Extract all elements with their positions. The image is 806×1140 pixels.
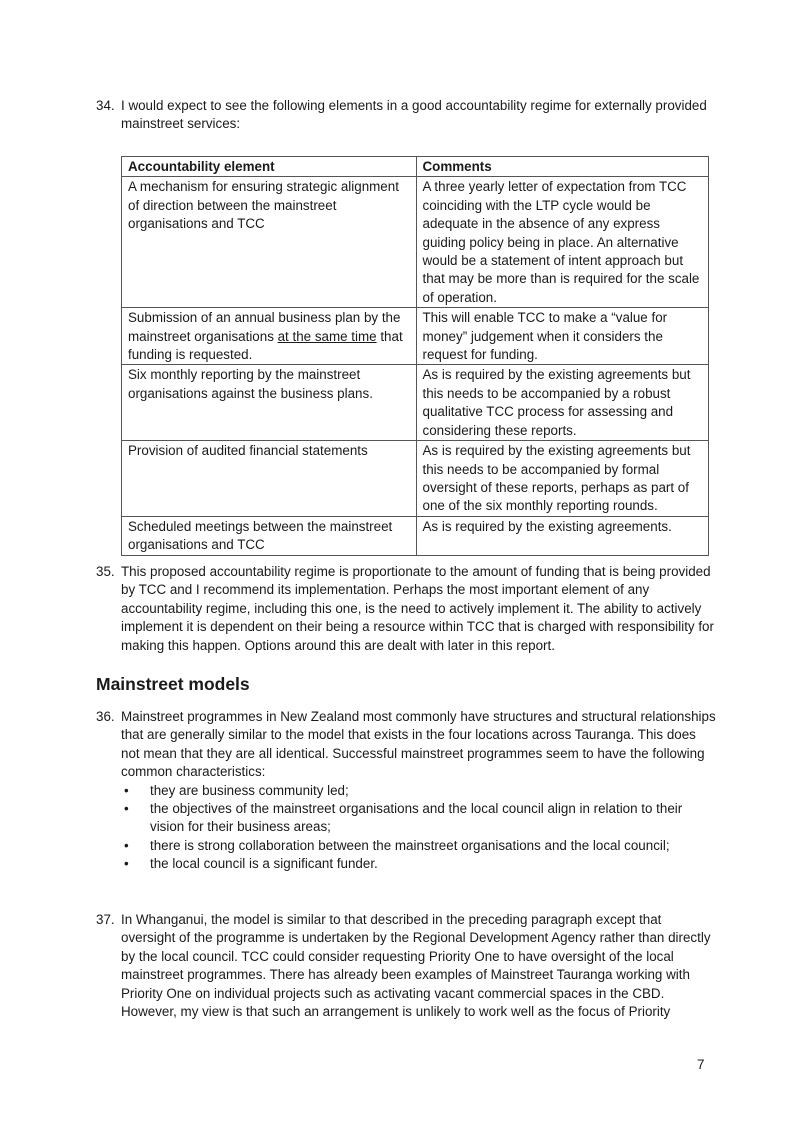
bullet-icon: •: [124, 801, 129, 817]
list-item-text: the local council is a significant funder.: [150, 856, 378, 872]
table-header-row: [122, 157, 709, 177]
paragraph-36: [96, 708, 716, 874]
list-item: [121, 782, 716, 800]
column-header-comments: Comments: [416, 157, 709, 177]
page-number: 7: [697, 1057, 705, 1072]
bullet-icon: •: [124, 837, 129, 853]
table-row: [122, 516, 709, 555]
paragraph-body: [121, 708, 716, 874]
bullet-icon: •: [124, 782, 129, 798]
list-item-text: the objectives of the mainstreet organisations and the local council align in relation to their vision for their business areas;: [150, 801, 683, 835]
table-row: [122, 177, 709, 308]
bullet-icon: •: [124, 856, 129, 872]
paragraph-number: 36.: [96, 709, 115, 724]
table-cell-element: [122, 308, 417, 365]
paragraph-text: Mainstreet programmes in New Zealand most commonly have structures and structural relationships that are generally similar to the model that exists in the four locations across Tauranga. This does not mean that they are all identical. Successful mainstreet programmes seem to have the following common characteristics:: [121, 709, 716, 780]
paragraph-number: 35.: [96, 564, 115, 579]
table-cell-comment: As is required by the existing agreements but this needs to be accompanied by formal oversight of these reports, perhaps as part of one of the six monthly reporting rounds.: [416, 441, 709, 517]
paragraph-text: I would expect to see the following elements in a good accountability regime for externally provided mainstreet services:: [121, 98, 707, 132]
table-row: [122, 308, 709, 365]
element-text: that funding is requested.: [128, 328, 403, 363]
list-item-text: they are business community led;: [150, 782, 349, 798]
list-item: [121, 800, 716, 837]
table-cell-element: Six monthly reporting by the mainstreet organisations against the business plans.: [122, 365, 417, 441]
paragraph-text: In Whanganui, the model is similar to that described in the preceding paragraph except that oversight of the programme is undertaken by the Regional Development Agency rather than directly by the local council. TCC could consider requesting Priority One to have oversight of the local mainstreet programmes. There has already been examples of Mainstreet Tauranga working with Priority One on individual projects such as activating vacant commercial spaces in the CBD. However, my view is that such an arrangement is unlikely to work well as the focus of Priority: [121, 912, 711, 1020]
list-item: [121, 837, 716, 855]
table-cell-comment: This will enable TCC to make a “value for money” judgement when it considers the request for funding.: [416, 308, 709, 365]
table-cell-comment: As is required by the existing agreements but this needs to be accompanied by a robust qualitative TCC process for assessing and considering these reports.: [416, 365, 709, 441]
paragraph-number: 34.: [96, 98, 115, 113]
table-cell-comment: A three yearly letter of expectation from TCC coinciding with the LTP cycle would be adequate in the absence of any express guiding policy being in place. An alternative would be a statement of intent approach but that may be more than is required for the scale of operation.: [416, 177, 709, 308]
list-item-text: there is strong collaboration between the mainstreet organisations and the local council;: [150, 837, 670, 853]
paragraph-37: [96, 911, 716, 1021]
table-row: [122, 441, 709, 517]
table-row: [122, 365, 709, 441]
table-cell-comment: As is required by the existing agreements.: [416, 516, 709, 555]
bullet-list: [121, 782, 716, 874]
table-cell-element: Scheduled meetings between the mainstreet organisations and TCC: [122, 516, 417, 555]
column-header-element: Accountability element: [122, 157, 417, 177]
paragraph-number: 37.: [96, 912, 115, 927]
section-heading: Mainstreet models: [96, 674, 250, 694]
paragraph-34: [96, 97, 716, 134]
accountability-table: [121, 156, 709, 556]
paragraph-text: This proposed accountability regime is proportionate to the amount of funding that is being provided by TCC and I recommend its implementation. Perhaps the most important element of any accountability regime, including this one, is the need to actively implement it. The ability to actively implement it is dependent on their being a resource within TCC that is charged with responsibility for making this happen. Options around this are dealt with later in this report.: [121, 564, 714, 653]
paragraph-35: [96, 563, 716, 655]
underlined-text: at the same time: [277, 328, 377, 344]
list-item: [121, 855, 716, 873]
table-cell-element: Provision of audited financial statements: [122, 441, 417, 517]
table-cell-element: A mechanism for ensuring strategic alignment of direction between the mainstreet organisations and TCC: [122, 177, 417, 308]
element-text: Submission of an annual business plan by the mainstreet organisations: [128, 310, 401, 344]
